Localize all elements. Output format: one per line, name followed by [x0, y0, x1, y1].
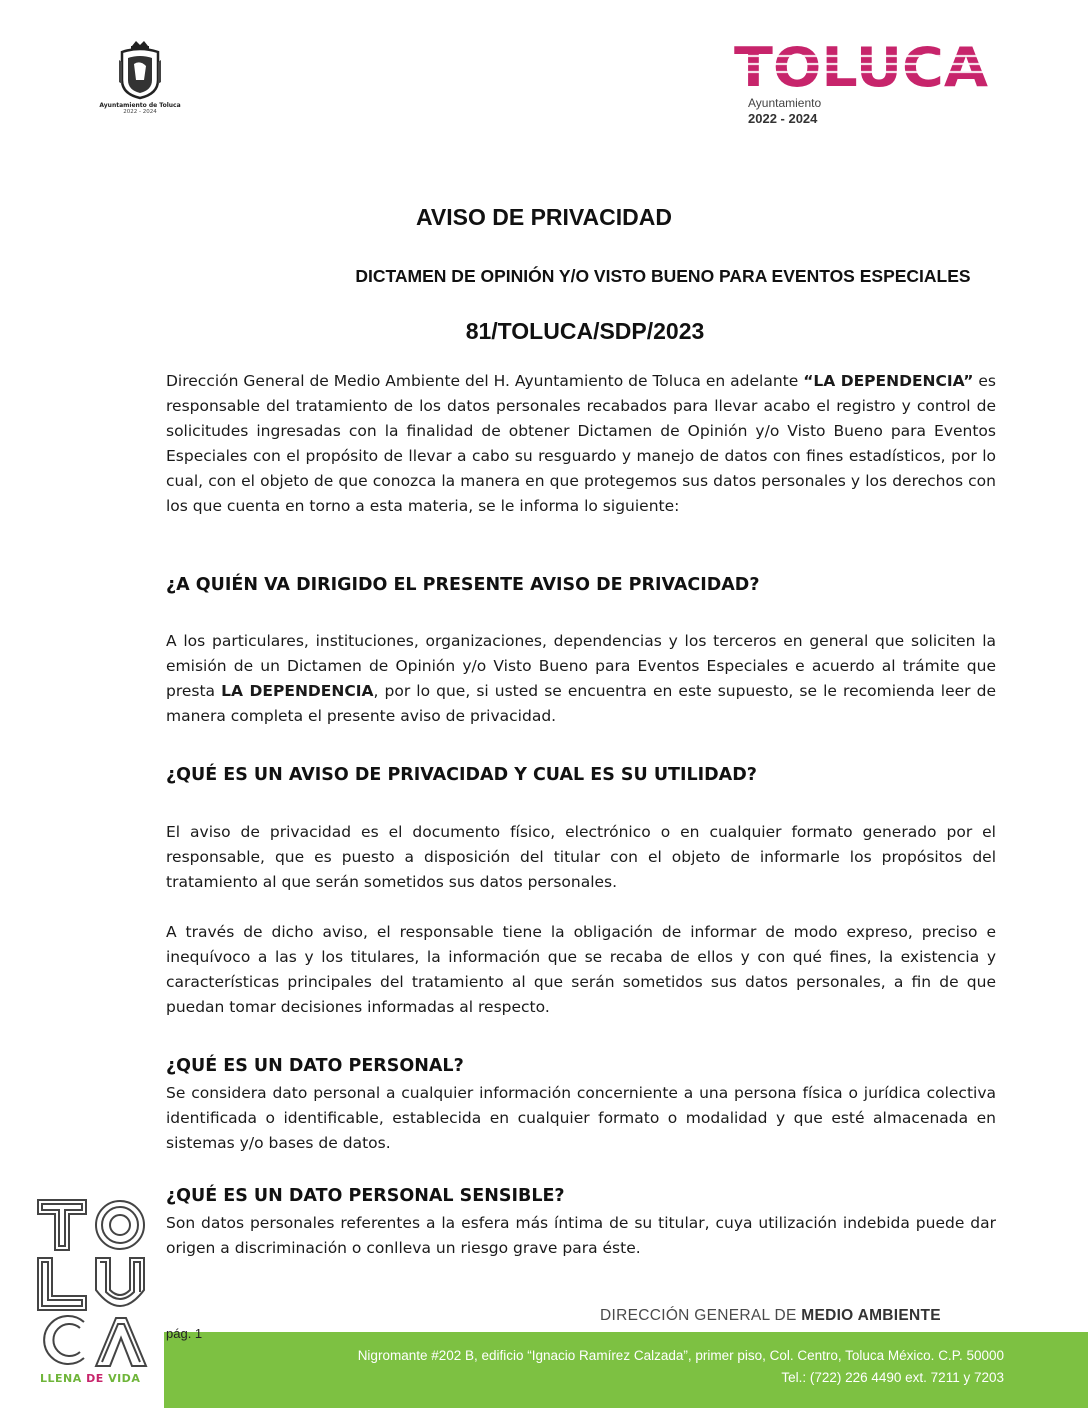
tagline-part-1: LLENA [40, 1372, 87, 1385]
municipal-seal [98, 40, 182, 126]
section-paragraph-utilidad-2: A través de dicho aviso, el responsable tiene la obligación de informar de modo expreso, preciso e inequívoco a las y los titulares, la información que se recaba de ellos y con qué fines, la existencia y características principales del tratamiento al que serán sometidos sus datos personales, a fin de que puedan tomar decisiones informadas al respecto. [166, 923, 996, 1016]
section-heading-dirigido: ¿A QUIÉN VA DIRIGIDO EL PRESENTE AVISO DE PRIVACIDAD? [166, 575, 760, 595]
footer-tagline [40, 1372, 140, 1385]
tagline-part-2: DE [86, 1372, 104, 1385]
seal-years: 2022 - 2024 [123, 109, 157, 115]
brand-subtitle: Ayuntamiento [748, 96, 822, 110]
section-paragraph-utilidad-1: El aviso de privacidad es el documento físico, electrónico o en cualquier formato generado por el responsable, que es puesto a disposición del titular con el objeto de informarle los propósitos del tratamiento al que serán sometidos sus datos personales. [166, 823, 996, 891]
department-bold: MEDIO AMBIENTE [801, 1307, 941, 1324]
section-heading-dato-sensible: ¿QUÉ ES UN DATO PERSONAL SENSIBLE? [166, 1186, 565, 1206]
section-paragraph-dato-sensible: Son datos personales referentes a la esfera más íntima de su titular, cuya utilización indebida puede dar origen a discriminación o conlleva un riesgo grave para éste. [166, 1214, 996, 1257]
toluca-brand-logo [732, 40, 992, 130]
toluca-stacked-logo-icon [36, 1198, 148, 1368]
document-subtitle: DICTAMEN DE OPINIÓN Y/O VISTO BUENO PARA EVENTOS ESPECIALES [355, 266, 971, 286]
page-number: pág. 1 [166, 1326, 203, 1341]
dirigido-text-2: , por lo que, si usted se encuentra en este supuesto, se le recomienda leer de manera completa el presente aviso de privacidad. [166, 682, 996, 725]
dirigido-text-1: A los particulares, instituciones, organizaciones, dependencias y los terceros en general que soliciten la emisión de un Dictamen de Opinión y/o Visto Bueno para Eventos Especiales e acuerdo al trámite que presta [166, 632, 996, 700]
toluca-wordmark [732, 40, 992, 92]
section-paragraph-dato-personal: Se considera dato personal a cualquier información concerniente a una persona física o jurídica colectiva identificada o identificable, establecida en cualquier formato o modalidad y que esté almacenada en sistemas y/o bases de datos. [166, 1084, 996, 1152]
coat-of-arms-icon [118, 40, 162, 102]
section-heading-utilidad: ¿QUÉ ES UN AVISO DE PRIVACIDAD Y CUAL ES SU UTILIDAD? [166, 765, 757, 785]
section-paragraph-dirigido [166, 629, 996, 729]
footer-green-bar [164, 1332, 1088, 1408]
footer-toluca-logo [36, 1198, 148, 1390]
intro-bold: “LA DEPENDENCIA” [803, 372, 974, 390]
footer-phone: Tel.: (722) 226 4490 ext. 7211 y 7203 [781, 1370, 1004, 1385]
intro-text-1: Dirección General de Medio Ambiente del H. Ayuntamiento de Toluca en adelante [166, 372, 804, 390]
document-reference: 81/TOLUCA/SDP/2023 [465, 318, 705, 344]
brand-years: 2022 - 2024 [748, 111, 818, 126]
intro-paragraph [166, 369, 996, 519]
dirigido-bold: LA DEPENDENCIA [221, 682, 374, 700]
tagline-part-3: VIDA [103, 1372, 141, 1385]
footer-address: Nigromante #202 B, edificio “Ignacio Ramírez Calzada”, primer piso, Col. Centro, Toluca México. C.P. 50000 [357, 1348, 1004, 1363]
brand-word: TOLUCA [734, 40, 989, 92]
footer-department [600, 1307, 1004, 1325]
intro-text-2: es responsable del tratamiento de los datos personales recabados para llevar acabo el registro y control de solicitudes ingresadas con la finalidad de obtener Dictamen de Opinión y/o Visto Bueno para Eventos Especiales con el propósito de llevar a cabo su resguardo y manejo de datos con fines estadísticos, por lo cual, con el objeto de que conozca la manera en que protegemos sus datos personales y los derechos con los que cuenta en torno a esta materia, se le informa lo siguiente: [166, 372, 996, 515]
seal-caption: Ayuntamiento de Toluca [99, 102, 181, 109]
section-heading-dato-personal: ¿QUÉ ES UN DATO PERSONAL? [166, 1056, 464, 1076]
document-title: AVISO DE PRIVACIDAD [415, 204, 672, 230]
department-light: DIRECCIÓN GENERAL DE [600, 1307, 802, 1324]
